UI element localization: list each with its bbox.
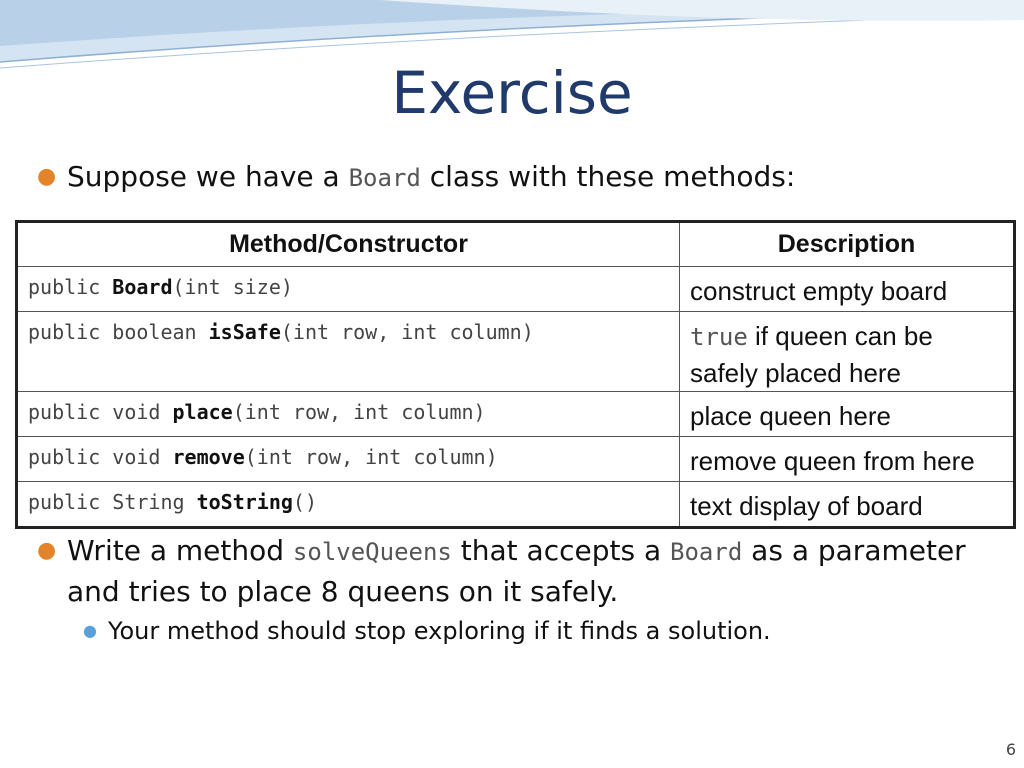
- method-signature: [17, 437, 680, 482]
- description-code: true: [690, 323, 748, 351]
- method-args: (int size): [172, 275, 293, 299]
- bullet2-code-solvequeens: solveQueens: [292, 538, 452, 566]
- sub-bullet-stop-exploring: [83, 614, 771, 648]
- description-text: place queen here: [690, 401, 891, 431]
- bullet1-text-pre: Suppose we have a: [67, 160, 349, 193]
- sub-bullet-dot-icon: ●: [83, 621, 97, 640]
- bullet1-text-post: class with these methods:: [420, 160, 796, 193]
- column-header-method: Method/Constructor: [17, 222, 680, 267]
- methods-table: [15, 220, 1016, 529]
- bullet2-text-1: Write a method: [67, 534, 293, 567]
- method-name: isSafe: [208, 320, 281, 344]
- method-signature: [17, 312, 680, 392]
- description-text: text display of board: [690, 491, 923, 521]
- description-text: construct empty board: [690, 276, 948, 306]
- method-prefix: public String: [28, 490, 197, 514]
- table-row: [17, 482, 1015, 528]
- method-prefix: public boolean: [28, 320, 209, 344]
- bullet2-text-3: as a parameter and tries to place 8 queens on it safely.: [67, 534, 966, 608]
- table-row: [17, 392, 1015, 437]
- table-row: [17, 312, 1015, 392]
- method-description: [680, 267, 1015, 312]
- table-header-row: [17, 222, 1015, 267]
- bullet-board-intro: [37, 157, 795, 198]
- bullet-dot-icon: ●: [37, 164, 57, 189]
- bullet1-code-board: Board: [348, 164, 421, 192]
- method-signature: [17, 482, 680, 528]
- sub-bullet-text: Your method should stop exploring if it finds a solution.: [108, 617, 771, 645]
- method-signature: [17, 392, 680, 437]
- bullet-solve-queens: [37, 531, 977, 612]
- description-text: if queen can be safely placed here: [690, 321, 933, 388]
- method-description: [680, 312, 1015, 392]
- method-args: (): [292, 490, 317, 514]
- table-row: [17, 267, 1015, 312]
- method-name: Board: [112, 275, 173, 299]
- method-name: toString: [196, 490, 293, 514]
- table-row: [17, 437, 1015, 482]
- method-prefix: public void: [28, 400, 173, 424]
- method-args: (int row, int column): [280, 320, 534, 344]
- method-args: (int row, int column): [232, 400, 486, 424]
- method-name: place: [172, 400, 233, 424]
- method-args: (int row, int column): [244, 445, 498, 469]
- method-prefix: public void: [28, 445, 173, 469]
- column-header-description: Description: [680, 222, 1015, 267]
- bullet2-text-2: that accepts a: [451, 534, 671, 567]
- method-name: remove: [172, 445, 245, 469]
- method-description: [680, 392, 1015, 437]
- method-description: [680, 437, 1015, 482]
- method-prefix: public: [28, 275, 113, 299]
- method-signature: [17, 267, 680, 312]
- bullet-dot-icon: ●: [37, 538, 57, 563]
- bullet2-code-board: Board: [670, 538, 743, 566]
- page-number: 6: [1005, 740, 1016, 759]
- description-text: remove queen from here: [690, 446, 975, 476]
- slide-title: Exercise: [391, 59, 633, 127]
- method-description: [680, 482, 1015, 528]
